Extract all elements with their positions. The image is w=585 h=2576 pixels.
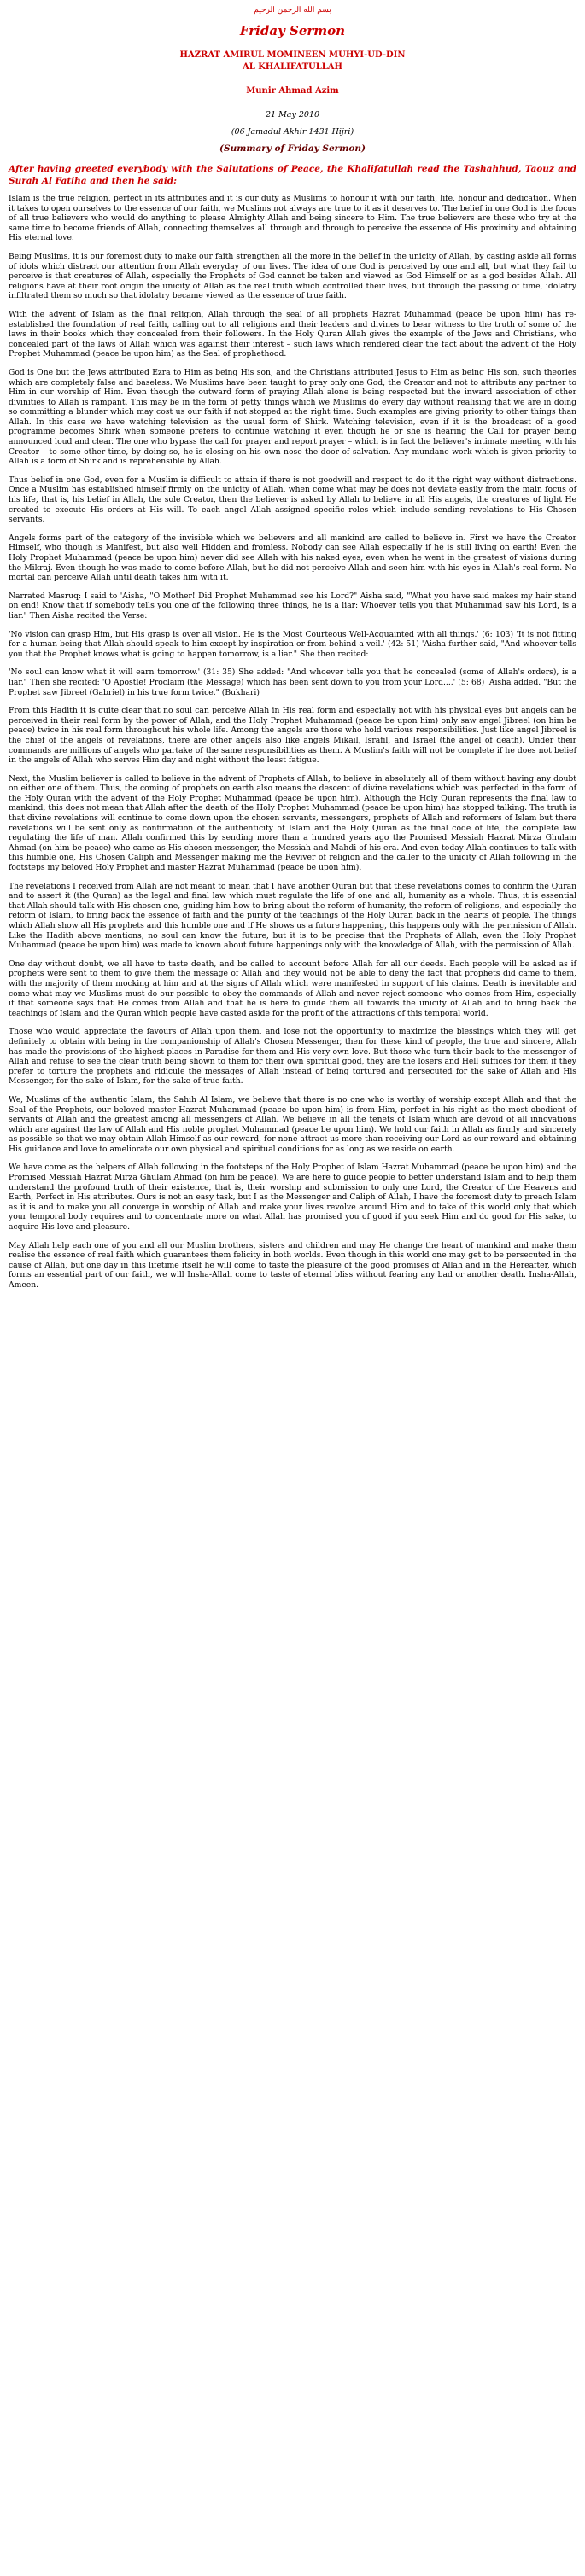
sermon-page [9,0,576,1291]
author-name: Munir Ahmad Azim [246,86,339,96]
summary-label: (Summary of Friday Sermon) [219,143,366,154]
paragraph: Angels forms part of the category of the invisible which we believers and all mankind are called to believe in. First we have the Creator Himself, who though is Manifest, but also well Hidden and fromless. Nobody can see Allah especially if he is still living on earth! Even the Holy Prophet Muhammad (peace be upon him) never did see Allah with his naked eyes, even when he went in the greatest of visions during the Mikraj. Even though he was made to come before Allah, but he did not perceive Allah and seen him with his eyes in Allah's real form. No mortal can perceive Allah until death takes him with it. [9,533,576,583]
paragraph: Next, the Muslim believer is called to believe in the advent of Prophets of Allah, to believe in absolutely all of them without having any doubt on either one of them. Thus, the coming of prophets on earth also means the descent of divine revelations which was perfected in the form of the Holy Quran with the advent of the Holy Prophet Muhammad (peace be upon him). Although the Holy Quran represents the final law to mankind, this does not mean that Allah after the death of the Holy Prophet Muhammad (peace be upon him) has stopped talking. The truth is that divine revelations will continue to come down upon the chosen servants, messengers, prophets of Allah and reformers of Islam but there revelations will be sent only as confirmation of the authenticity of Islam and the Holy Quran as the final code of life, the complete law regulating the life of man. Allah confirmed this by sending more than a hundred years ago the Promised Messiah Hazrat Mirza Ghulam Ahmad (on him be peace) who came as His chosen messenger, the Messiah and Mahdi of his era. And even today Allah continues to talk with this humble one, His Chosen Caliph and Messenger making me the Reviver of religion and the caller to the unicity of Allah following in the footsteps my beloved Holy Prophet and master Hazrat Muhammad (peace be upon him). [9,773,576,873]
closing-paragraph: May Allah help each one of you and all our Muslim brothers, sisters and children and may He change the heart of mankind and make them realise the essence of real faith which guarantees them felicity in both worlds. Even though in this world one may get to be persecuted in the cause of Allah, but one day in this lifetime itself he will come to taste the pleasure of the good promises of Allah and in the Hereafter, which forms an essential part of our faith, we will Insha-Allah come to taste of eternal bliss without fearing any bad or another death. Insha-Allah, Ameen. [9,1240,576,1290]
paragraph: One day without doubt, we all have to taste death, and be called to account before Allah for all our deeds. Each people will be asked as if prophets were sent to them to give them the message of Allah and they would not be able to deny the fact that prophets did came to them, with the majority of them mocking at him and at the signs of Allah which were manifested in support of his claims. Death is inevitable and come what may we Muslims must do our possible to obey the commands of Allah and never reject someone who comes from Him, especially if that someone says that He comes from Allah and that he is here to guide them all towards the unicity of Allah and to bring back the teachings of Islam and the Quran which people have casted aside for the profit of the attractions of this temporal world. [9,959,576,1018]
paragraph: 'No soul can know what it will earn tomorrow.' (31: 35) She added: "And whoever tells you that he concealed (some of Allah's orders), is a liar." Then she recited: 'O Apostle! Proclaim (the Message) which has been sent down to you from your Lord....' (5: 68) 'Aisha added. "But the Prophet saw Jibreel (Gabriel) in his true form twice." (Bukhari) [9,667,576,697]
hijri-date: (06 Jamadul Akhir 1431 Hijri) [231,127,354,137]
sermon-date: 21 May 2010 [265,110,320,119]
bismillah-heading: بسم الله الرحمن الرحيم [254,6,331,15]
paragraph: We, Muslims of the authentic Islam, the Sahih Al Islam, we believe that there is no one who is worthy of worship except Allah and that the Seal of the Prophets, our beloved master Hazrat Muhammad (peace be upon him) is from Him, perfect in his right as the most obedient of servants of Allah and the greatest among all messengers of Allah. We believe in all the tenets of Islam which are devoid of all innovations which are against the law of Allah and His noble prophet Muhammad (peace be upon him). We hold our faith in Allah as firmly and sincerely as possible so that we may obtain Allah Himself as our reward, for none attract us more than receiving our Lord as our reward and obtaining His guidance and love to ameliorate our own physical and spiritual conditions for as long as we reside on earth. [9,1094,576,1154]
addressee-line-1: HAZRAT AMIRUL MOMINEEN MUHYI-UD-DIN [179,50,406,60]
intro-paragraph: After having greeted everybody with the Salutations of Peace, the Khalifatullah read the Tashahhud, Taouz and Surah Al Fatiha and then he said: [9,164,576,186]
addressee-line-2: AL KHALIFATULLAH [242,62,343,72]
paragraph: We have come as the helpers of Allah following in the footsteps of the Holy Prophet of Islam Hazrat Muhammad (peace be upon him) and the Promised Messiah Hazrat Mirza Ghulam Ahmad (on him be peace). We are here to guide people to better understand Islam and to help them understand the profound truth of their existence, that is, their worship and submission to only one Lord, the Creator of the Heavens and Earth, Perfect in His attributes. Ours is not an easy task, but I as the Messenger and Caliph of Allah, I have the foremost duty to preach Islam as it is and to make you all converge in worship of Allah and make your lives revolve around Him and to take of this world only that which your temporal body requires and to concentrate more on what Allah has promised you of good if you seek Him and do good for His sake, to acquire His love and pleasure. [9,1163,576,1233]
paragraph: 'No vision can grasp Him, but His grasp is over all vision. He is the Most Courteous Well-Acquainted with all things.' (6: 103) 'It is not fitting for a human being that Allah should speak to him except by inspiration or from behind a veil.' (42: 51) 'Aisha further said, "And whoever tells you that the Prophet knows what is going to happen tomorrow, is a liar." She then recited: [9,629,576,659]
sermon-body [9,194,576,1291]
paragraph: Islam is the true religion, perfect in its attributes and it is our duty as Muslims to honour it with our faith, life, honour and dedication. When it takes to open ourselves to the essence of our faith, we Muslims not always are true to it as it deserves to. The belief in one God is the focus of all true believers who would do anything to please Almighty Allah and being sincere to Him. The true believers are those who try at the same time to become friends of Allah, connecting themselves all through and through to perceive the essence of His proximity and obtaining His eternal love. [9,194,576,243]
paragraph: Narrated Masruq: I said to 'Aisha, "O Mother! Did Prophet Muhammad see his Lord?" Aisha said, "What you have said makes my hair stand on end! Know that if somebody tells you one of the following three things, he is a liar: Whoever tells you that Muhammad saw his Lord, is a liar." Then Aisha recited the Verse: [9,591,576,621]
paragraph: Thus belief in one God, even for a Muslim is difficult to attain if there is not goodwill and respect to do it the right way without distractions. Once a Muslim has established himself firmly on the unicity of Allah, when come what may he does not deviate easily from the main focus of his life, that is, his belief in Allah, the sole Creator, then the believer is asked by Allah to believe in all His angels, the creatures of light He created to execute His orders at His will. To each angel Allah assigned specific roles which include sending revelations to His Chosen servants. [9,475,576,525]
paragraph: Those who would appreciate the favours of Allah upon them, and lose not the opportunity to maximize the blessings which they will get definitely to obtain with being in the companionship of Allah's Chosen Messenger, then for these kind of people, the true and sincere, Allah has made the provisions of the highest places in Paradise for them and His very own love. But those who turn their back to the messenger of Allah and refuse to see the clear truth being shown to them for their own spiritual good, they are the losers and Hell suffices for them if they prefer to torture the prophets and ridicule the messages of Allah instead of being tortured and persecuted for the sake of Allah and His Messenger, for the sake of Islam, for the sake of true faith. [9,1027,576,1087]
paragraph: With the advent of Islam as the final religion, Allah through the seal of all prophets Hazrat Muhammad (peace be upon him) has re-established the foundation of real faith, calling out to all religions and their leaders and divines to bear witness to the truth of some of the laws in their books which they concealed from their followers. In the Holy Quran Allah gives the example of the Jews and Christians, who concealed part of the laws of Allah which was against their interest – such laws which rendered clear the fact about the advent of the Holy Prophet Muhammad (peace be upon him) as the Seal of prophethood. [9,309,576,359]
paragraph: The revelations I received from Allah are not meant to mean that I have another Quran but that these revelations comes to confirm the Quran and to assert it (the Quran) as the legal and final law which must regulate the life of one and all, humanity as a whole. Thus, it is essential that Allah should talk with His chosen one, guiding him how to bring about the reform of humanity, the reform of religions, and especially the reform of Islam, to bring back the essence of faith and the purity of the teachings of the Holy Quran back in the hearts of people. The things which Allah show all His prophets and this humble one and if He shows us a future happening, this happens only with the permission of Allah. Like the Hadith above mentions, no soul can know the future, but it is to be precise that the Prophets of Allah, even the Holy Prophet Muhammad (peace be upon him) was made to known about future happenings only with the knowledge of Allah, with the permission of Allah. [9,881,576,951]
paragraph: From this Hadith it is quite clear that no soul can perceive Allah in His real form and especially not with his physical eyes but angels can be perceived in their real form by the power of Allah, and the Holy Prophet Muhammad (peace be upon him) only saw angel Jibreel (on him be peace) twice in his real form throughout his whole life. Among the angels are those who hold various responsibilities. Just like angel Jibreel is the chief of the angels of revelations, there are other angels also like angels Mikail, Israfil, and Israel (the angel of death). Under their commands are millions of angels who partake of the same responsibilities as them. A Muslim's faith will not be complete if he does not belief in the angels of Allah who serves Him day and night without the least fatigue. [9,706,576,766]
paragraph: Being Muslims, it is our foremost duty to make our faith strengthen all the more in the belief in the unicity of Allah, by casting aside all forms of idols which distract our attention from Allah everyday of our lives. The idea of one God is perceived by one and all, but what they fail to perceive is that creatures of Allah, especially the Prophets of God cannot be taken and viewed as God Himself or as a god besides Allah. All religions have at their root origin the unicity of Allah as the real truth which controlled their lives, but through the passing of time, idolatry infiltrated them so much so that idolatry became viewed as the essence of true faith. [9,251,576,301]
paragraph: God is One but the Jews attributed Ezra to Him as being His son, and the Christians attributed Jesus to Him as being His son, such theories which are completely false and baseless. We Muslims have been taught to pray only one God, the Creator and not to attribute any partner to Him in our worship of Him. Even though the outward form of praying Allah alone is being respected but the inward association of other divinities to Allah is rampant. This may be in the form of petty things which we Muslims do every day without realising that we are in doing so committing a blunder which may cost us our faith if not stopped at the right time. Such examples are giving priority to other things than Allah. In this case we have watching television as the usual form of Shirk. Watching television, even if it is the broadcast of a good programme becomes Shirk when someone prefers to continue watching it even though he or she is hearing the Call for prayer being announced loud and clear. The one who bypass the call for prayer and report prayer – which is in fact the believer's intimate meeting with his Creator – to some other time, by doing so, he is closing on his own nose the door of salvation. Any mundane work which is given priority to Allah is a form of Shirk and is reprehensible by Allah. [9,367,576,467]
page-title: Friday Sermon [239,23,346,38]
